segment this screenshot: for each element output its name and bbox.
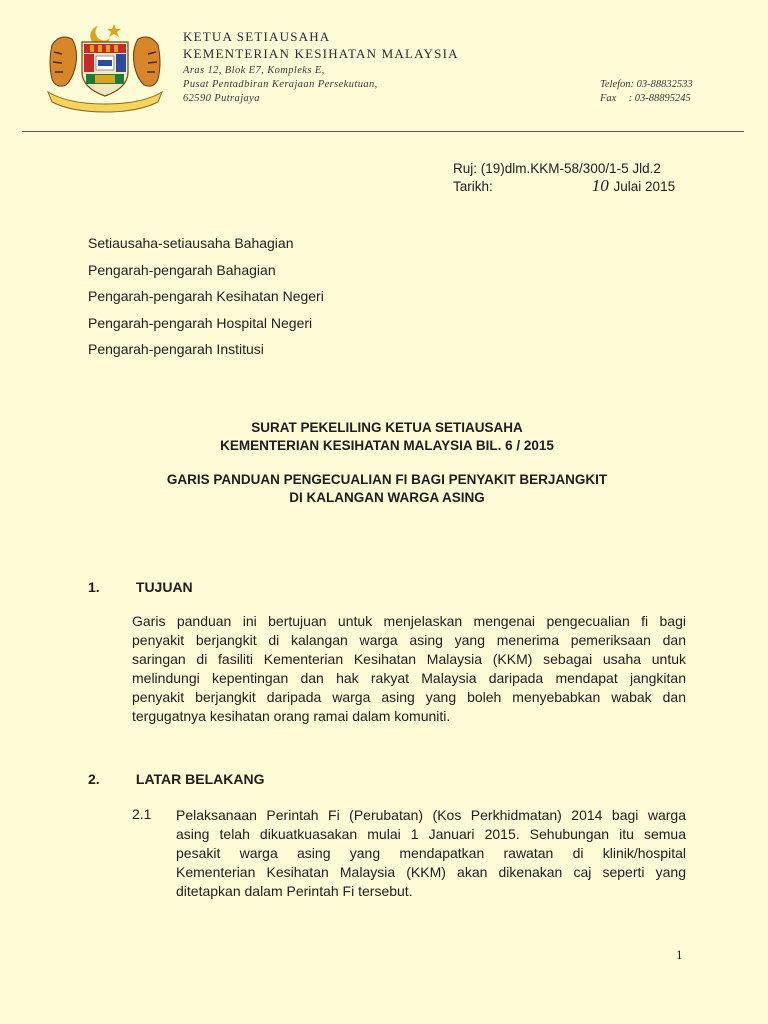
subsection-number: 2.1 [132,806,152,822]
tarikh-month-year: Julai 2015 [613,179,676,194]
recipient-item: Pengarah-pengarah Bahagian [88,261,276,278]
paragraph-line: Pelaksanaan Perintah Fi (Perubatan) (Kos Perkhidmatan) 2014 bagi warga [176,807,686,823]
tarikh-day-handwritten: 10 [591,176,609,195]
letterhead-organisation [183,28,459,106]
ruj-row [453,160,675,177]
letterhead-divider [22,131,744,132]
tarikh-row [453,177,675,195]
section-2-1-paragraph [176,806,686,901]
page-number: 1 [676,947,683,962]
subject-title-line2: DI KALANGAN WARGA ASING [289,490,485,505]
section-number: 2. [88,771,100,787]
section-heading-text: LATAR BELAKANG [135,771,265,787]
section-1-heading [88,579,193,595]
tarikh-label: Tarikh: [453,179,493,194]
paragraph-line: saringan di fasiliti Kementerian Kesihatan Malaysia (KKM) sebagai usaha untuk [132,651,686,667]
letterhead-org-line2: KEMENTERIAN KESIHATAN MALAYSIA [183,46,459,61]
paragraph-line: tergugatnya kesihatan orang ramai dalam komuniti. [132,708,451,724]
fax-label: Fax [600,93,617,104]
circular-title-line2: KEMENTERIAN KESIHATAN MALAYSIA BIL. 6 / 2015 [220,438,554,453]
address-line: 62590 Putrajaya [183,93,260,104]
recipient-item: Setiausaha-setiausaha Bahagian [88,235,294,251]
address-line: Pusat Pentadbiran Kerajaan Persekutuan, [183,79,378,90]
recipient-item: Pengarah-pengarah Kesihatan Negeri [88,288,324,304]
letterhead-contact [600,78,693,106]
telefon-row [600,78,693,92]
paragraph-line: penyakit berjangkit di kalangan warga asing yang menerima pemeriksaan dan [132,632,686,648]
letterhead-org-line1: KETUA SETIAUSAHA [183,29,331,44]
paragraph-line: Garis panduan ini bertujuan untuk menjelaskan mengenai pengecualian fi bagi [132,613,686,629]
telefon-value: 03-88832533 [636,79,693,90]
paragraph-line: Kementerian Kesihatan Malaysia (KKM) akan dikenakan caj seperti yang [176,864,686,880]
reference-block [453,160,675,195]
recipient-item: Pengarah-pengarah Institusi [88,341,264,357]
subject-title-line1: GARIS PANDUAN PENGECUALIAN FI BAGI PENYAKIT BERJANGKIT [166,472,608,487]
ruj-label: Ruj: [453,161,478,176]
section-2-heading [88,771,264,787]
malaysia-coat-of-arms-icon [40,20,170,115]
section-heading-text: TUJUAN [135,579,193,595]
ruj-value: (19)dlm.KKM-58/300/1-5 Jld.2 [480,161,661,176]
paragraph-line: pesakit warga asing yang mendapatkan rawatan di klinik/hospital [176,845,686,861]
section-1-paragraph [132,612,686,726]
paragraph-line: asing telah dikuatkuasakan mulai 1 Januari 2015. Sehubungan itu semua [176,826,686,842]
paragraph-line: melindungi kepentingan dan hak rakyat Malaysia daripada mendapat jangkitan [132,670,686,686]
address-line: Aras 12, Blok E7, Kompleks E, [183,65,325,76]
section-number: 1. [88,579,100,595]
paragraph-line: penyakit berjangkit daripada warga asing yang boleh menyebabkan wabak dan [132,689,686,705]
recipient-list [88,235,324,368]
telefon-label: Telefon: [600,79,635,90]
paragraph-line: ditetapkan dalam Perintah Fi tersebut. [176,883,413,899]
fax-value: : 03-88895245 [628,93,691,104]
document-titles [88,419,686,507]
circular-title-line1: SURAT PEKELILING KETUA SETIAUSAHA [251,420,523,435]
fax-row [600,92,693,106]
recipient-item: Pengarah-pengarah Hospital Negeri [88,314,313,331]
letterhead-address [183,64,459,106]
